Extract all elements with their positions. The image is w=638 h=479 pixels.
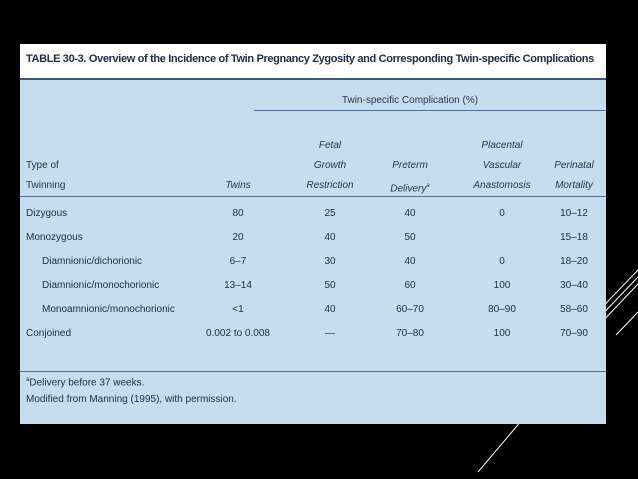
header-rule: [20, 196, 606, 197]
table-row: Diamnionic/dichorionic 6–7 30 40 0 18–20: [42, 256, 588, 267]
footnote-marker: a: [426, 183, 430, 189]
table-row: Monozygous 20 40 50 15–18: [26, 232, 588, 243]
footnote-mark: a: [26, 377, 30, 383]
title-rule: [20, 78, 606, 80]
table-row: Dizygous 80 25 40 0 10–12: [26, 208, 588, 219]
table-title-text: Overview of the Incidence of Twin Pregnancy Zygosity and Corresponding Twin-specific Complications: [88, 53, 594, 65]
footnote: $^a$Delivery before 37 weeks.: [26, 377, 145, 389]
source-note: Modified from Manning (1995), with permission.: [26, 394, 237, 405]
table-row: Monoamnionic/monochorionic <1 40 60–70 80–90 58–60: [42, 304, 588, 315]
table-title: [20, 44, 606, 78]
decorative-line: [470, 420, 530, 475]
column-header-preterm: Preterm Delivery$^a$: [390, 160, 430, 195]
column-header-type: Type of Twinning: [26, 160, 66, 191]
table-row: Conjoined 0.002 to 0.008 — 70–80 100 70–90: [26, 328, 588, 339]
column-header-fgr: Fetal Growth Restriction: [306, 140, 354, 191]
table-card: [20, 44, 606, 424]
table-number: TABLE 30-3.: [26, 53, 87, 65]
group-header: Twin-specific Complication (%): [341, 95, 479, 106]
table-row: Diamnionic/monochorionic 13–14 50 60 100 30–40: [42, 280, 588, 291]
footer-rule: [20, 371, 606, 372]
column-header-mortality: Perinatal Mortality: [554, 160, 594, 191]
column-header-pva: Placental Vascular Anastomosis: [473, 140, 531, 191]
group-header-rule: [254, 110, 606, 111]
column-header-twins: Twins: [225, 180, 251, 191]
